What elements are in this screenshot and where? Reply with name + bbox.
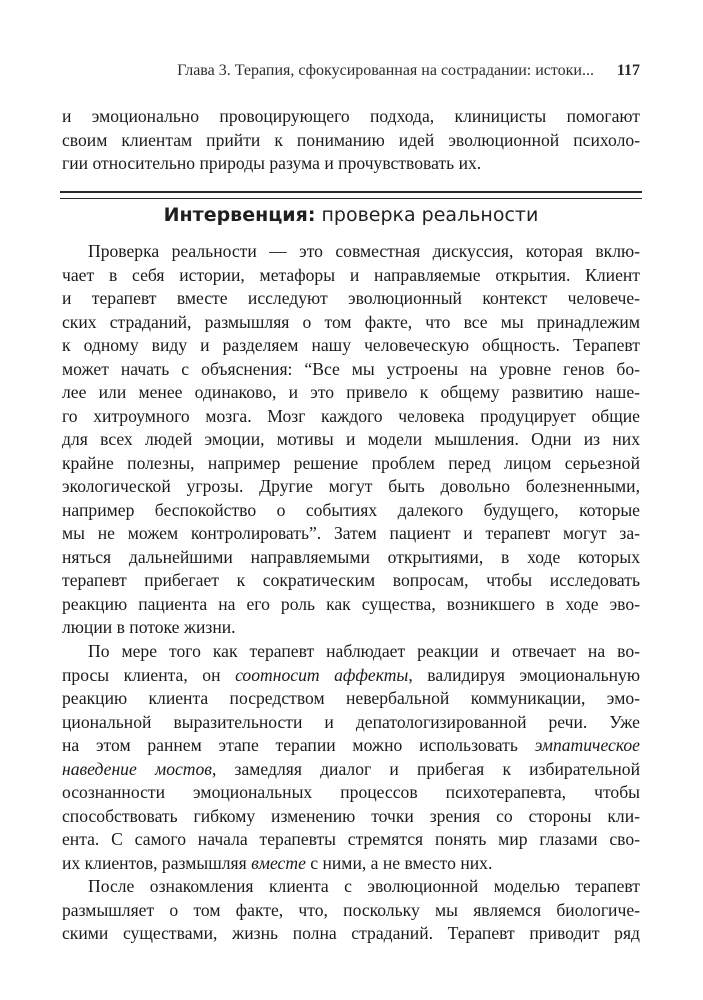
book-page <box>62 0 640 1000</box>
text-line: размышляет о том факте, что, поскольку мы являемся биологиче- <box>62 899 640 920</box>
text-line: своим клиентам прийти к пониманию идей эволюционной психоло- <box>62 129 640 150</box>
italic-term: соотносит аффекты <box>235 664 409 685</box>
paragraph-2 <box>62 640 640 875</box>
text-run: , замедляя диалог и прибегая к избирательной <box>211 758 640 779</box>
italic-term: эмпатическое <box>534 735 640 755</box>
text-line: и эмоционально провоцирующего подхода, клиницисты помогают <box>62 106 640 126</box>
section-heading <box>62 201 640 229</box>
text-line: и терапевт вместе исследуют эволюционный контекст человече- <box>62 288 640 308</box>
section-heading-label: Интервенция: <box>163 204 316 226</box>
text-line: реакцию пациента на его роль как существа, возникшего в ходе эво- <box>62 593 640 614</box>
text-line <box>62 852 640 876</box>
section-heading-title: проверка реальности <box>321 204 539 226</box>
text-run: с ними, а не вместо них. <box>305 852 493 873</box>
text-line: лее или менее одинаково, и это привело к общему развитию наше- <box>62 382 640 402</box>
text-line: После ознакомления клиента с эволюционной моделью терапевт <box>88 876 640 896</box>
running-head-title: Глава 3. Терапия, сфокусированная на сострадании: истоки... <box>177 62 594 79</box>
text-line: способствовать гибкому изменению точки зрения со стороны кли- <box>62 805 640 826</box>
text-line: По мере того как терапевт наблюдает реакции и отвечает на во- <box>88 641 640 661</box>
text-line <box>62 734 640 758</box>
paragraph-3 <box>62 875 640 946</box>
text-run: , валидируя эмоциональную <box>408 664 640 685</box>
text-line: Проверка реальности — это совместная дискуссия, которая вклю- <box>88 241 640 261</box>
italic-term: вместе <box>251 852 306 873</box>
text-line <box>62 664 640 688</box>
section-divider <box>60 191 642 199</box>
text-line: терапевт прибегает к сократическим вопросам, чтобы исследовать <box>62 570 640 590</box>
text-line: к одному виду и разделяем нашу человеческую общность. Терапевт <box>62 335 640 355</box>
text-line: экологической угрозы. Другие могут быть довольно болезненными, <box>62 476 640 496</box>
text-line: циональной выразительности и депатологизированной речи. Уже <box>62 711 640 732</box>
text-line: гии относительно природы разума и прочувствовать их. <box>62 153 482 173</box>
text-line: может начать с объяснения: “Все мы устроены на уровне генов бо- <box>62 358 640 379</box>
text-line: например беспокойство о событиях далекого будущего, которые <box>62 499 640 520</box>
running-head <box>62 59 640 83</box>
page-number: 117 <box>616 62 640 79</box>
text-line: мы не можем контролировать”. Затем пациент и терапевт могут за- <box>62 523 640 543</box>
text-run: их клиентов, размышляя <box>62 852 252 873</box>
text-line: скими существами, жизнь полна страданий. Терапевт приводит ряд <box>62 923 640 943</box>
text-line <box>62 758 640 782</box>
text-line: чает в себя истории, метафоры и направляемые открытия. Клиент <box>62 264 640 285</box>
paragraph-1 <box>62 240 640 640</box>
text-line: реакцию клиента посредством невербальной коммуникации, эмо- <box>62 688 640 708</box>
text-run: на этом раннем этапе терапии можно использовать <box>62 735 535 755</box>
intro-paragraph <box>62 105 640 176</box>
text-line: ских страданий, размышляя о том факте, что все мы принадлежим <box>62 311 640 332</box>
text-line: няться дальнейшими направляемыми открытиями, в ходе которых <box>62 546 640 567</box>
text-line: крайне полезны, например решение проблем перед лицом серьезной <box>62 452 640 473</box>
text-line: люции в потоке жизни. <box>62 617 236 637</box>
text-line: ента. С самого начала терапевты стремятся понять мир глазами сво- <box>62 829 640 849</box>
text-line: для всех людей эмоции, мотивы и модели мышления. Одни из них <box>62 429 640 449</box>
text-line: го хитроумного мозга. Мозг каждого человека продуцирует общие <box>62 405 640 426</box>
text-run: просы клиента, он <box>62 664 236 685</box>
italic-term: наведение мостов <box>62 758 212 779</box>
text-line: осознанности эмоциональных процессов психотерапевта, чтобы <box>62 782 640 802</box>
